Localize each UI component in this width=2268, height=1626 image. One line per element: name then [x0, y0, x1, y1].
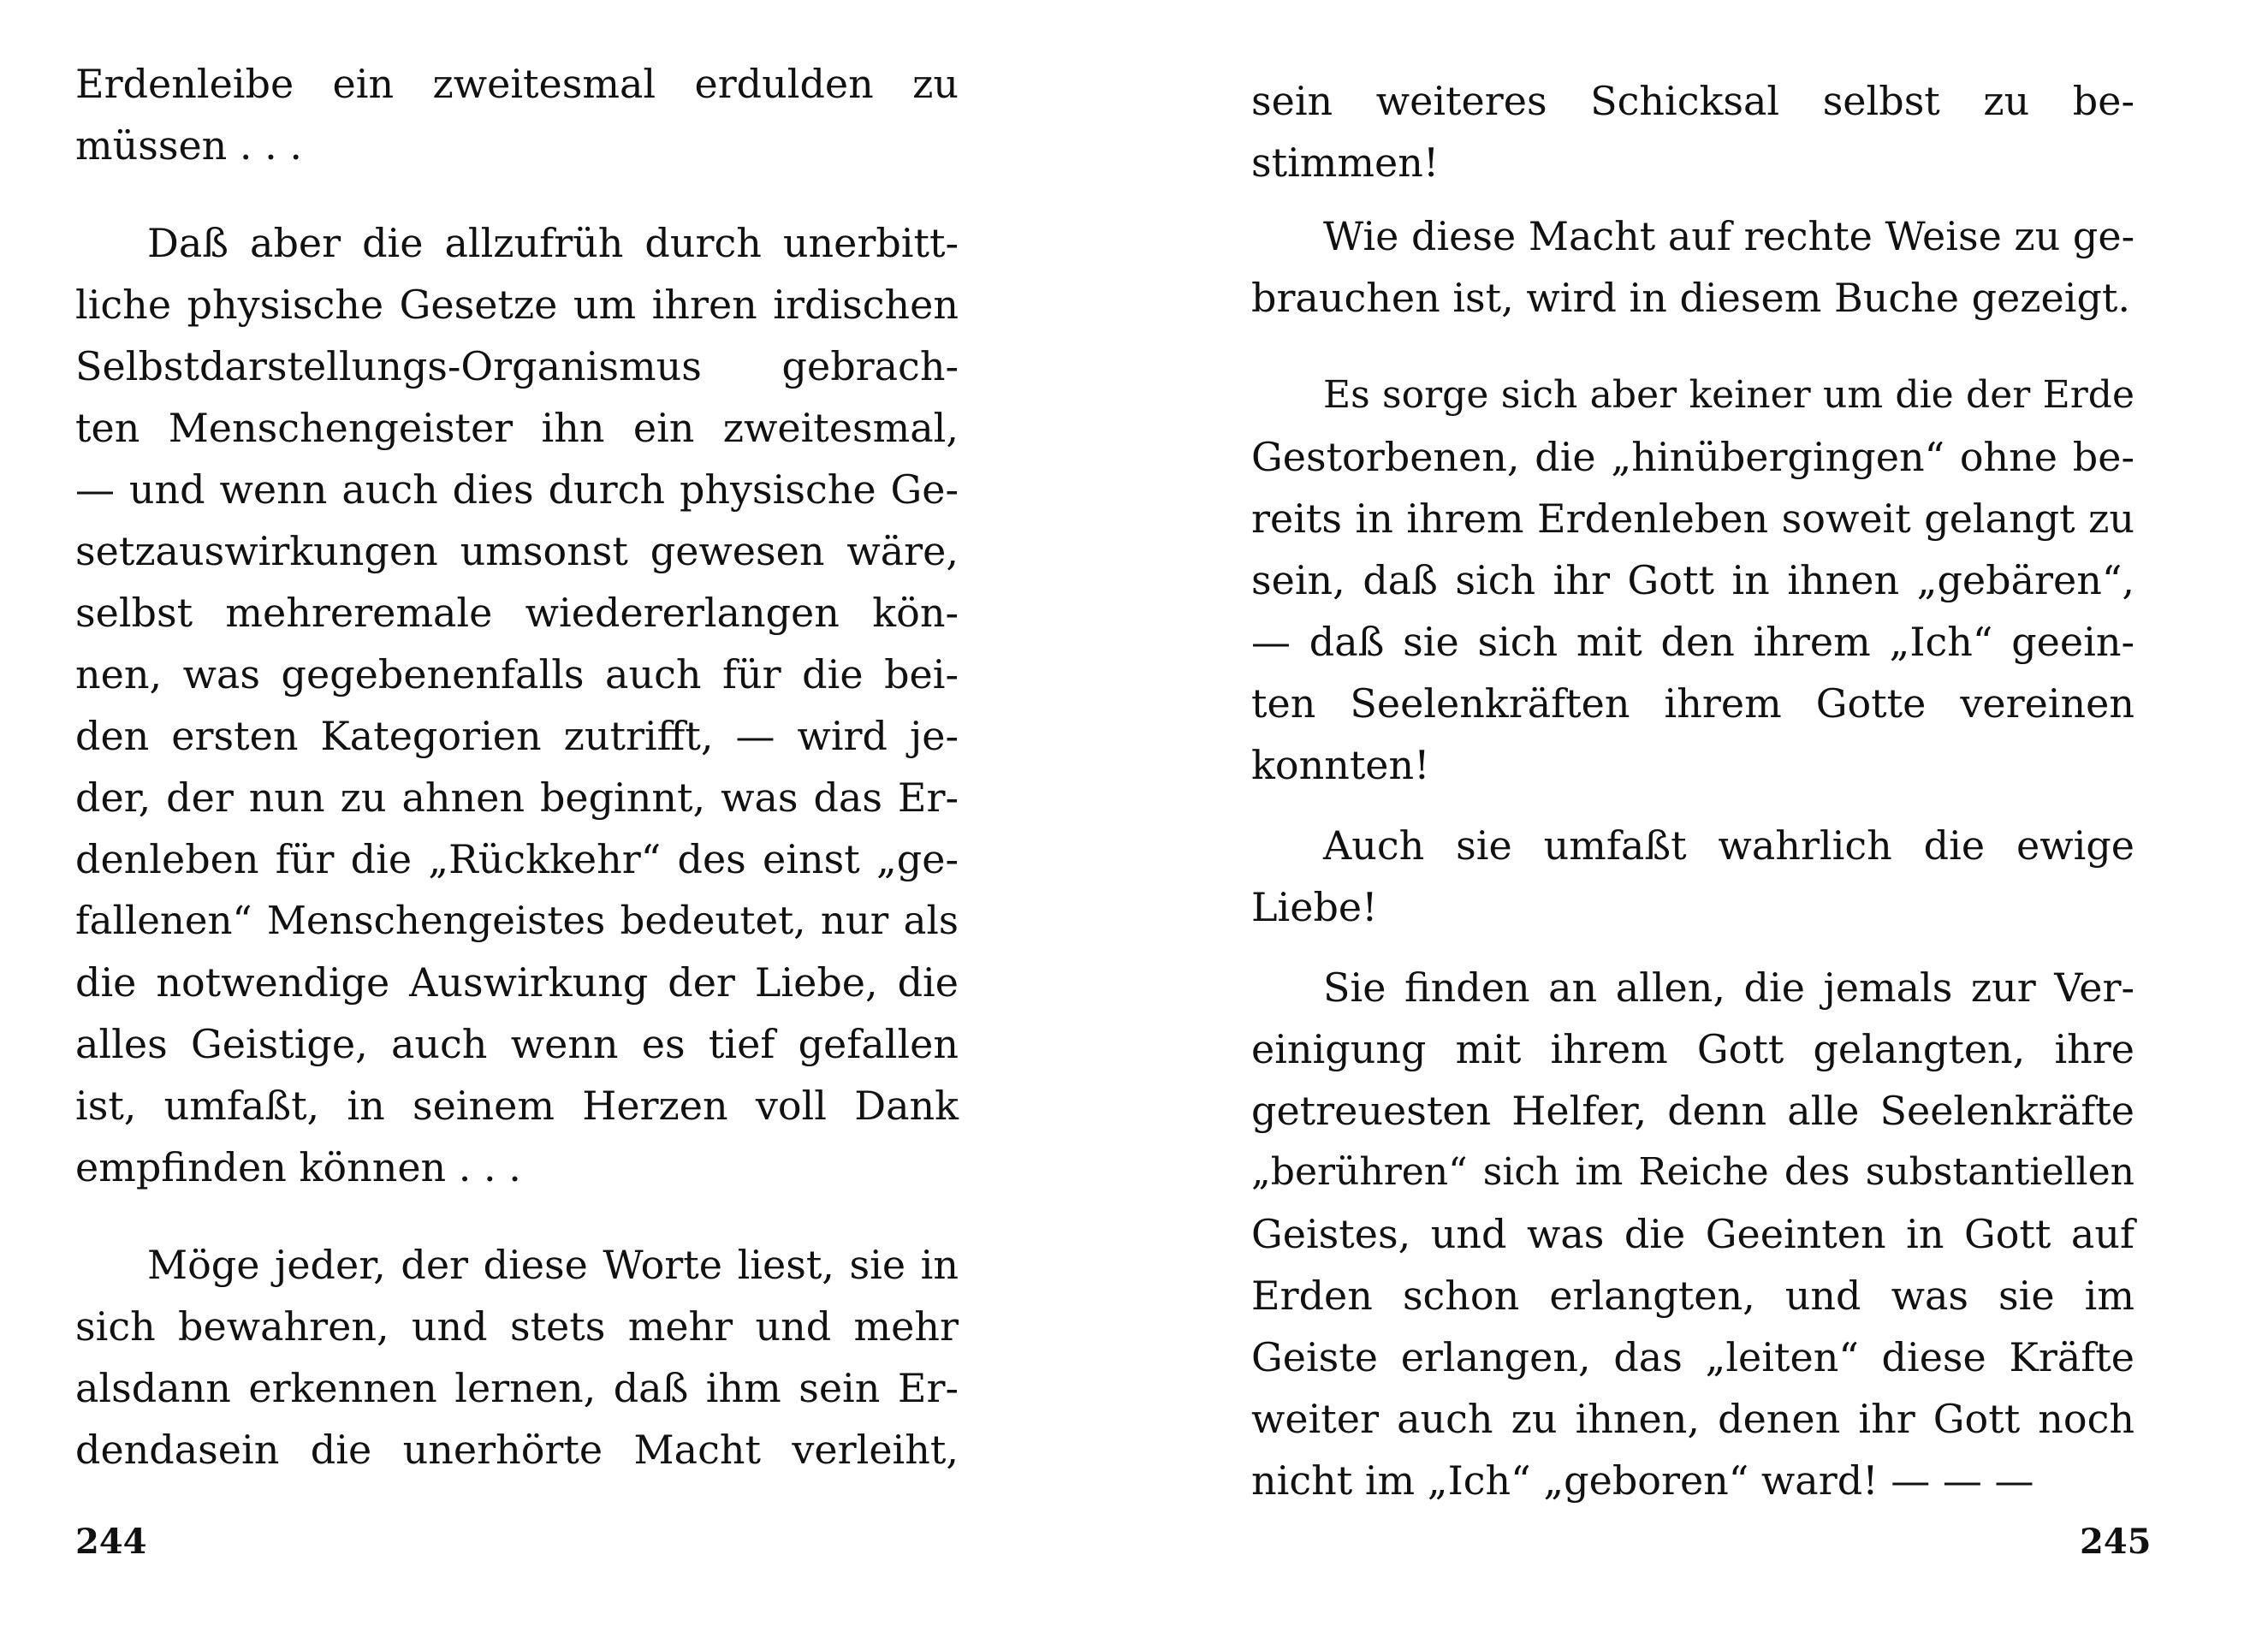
text-line: weiter auch zu ihnen, denen ihr Gott noch — [1251, 1396, 2134, 1442]
text-line: — und wenn auch dies durch physische Ge- — [75, 466, 959, 513]
text-line: Daß aber die allzufrüh durch unerbitt- — [147, 220, 959, 266]
text-line: alsdann erkennen lernen, daß ihm sein Er- — [75, 1365, 959, 1411]
page-number-right: 245 — [2080, 1522, 2152, 1562]
text-line: setzauswirkungen umsonst gewesen wäre, — [75, 528, 959, 574]
text-line: alles Geistige, auch wenn es tief gefallen — [75, 1021, 959, 1067]
text-line: Erdenleibe ein zweitesmal erdulden zu — [75, 61, 959, 107]
text-line: Es sorge sich aber keiner um die der Erde — [1323, 373, 2134, 417]
paragraph-1 — [75, 53, 959, 176]
paragraph-1 — [1251, 70, 2134, 193]
text-line: ten Menschengeister ihn ein zweitesmal, — [75, 405, 959, 451]
text-line: fallenen“ Menschengeistes bedeutet, nur als — [75, 898, 959, 943]
page-number-left: 244 — [75, 1522, 147, 1562]
text-line: getreuesten Helfer, denn alle Seelenkräfte — [1251, 1088, 2134, 1134]
text-line: brauchen ist, wird in diesem Buche gezeigt. — [1251, 275, 2131, 321]
text-line: Erden schon erlangten, und was sie im — [1251, 1273, 2134, 1319]
text-line: Sie finden an allen, die jemals zur Ver- — [1323, 964, 2134, 1011]
paragraph-2 — [75, 212, 959, 1198]
text-line: nicht im „Ich“ „geboren“ ward! — — — — [1251, 1457, 2034, 1504]
text-line: der, der nun zu ahnen beginnt, was das Er- — [75, 774, 959, 821]
text-line: denleben für die „Rückkehr“ des einst „ge- — [75, 836, 959, 882]
left-page — [75, 53, 959, 1481]
paragraph-4 — [1251, 815, 2134, 938]
text-line: ist, umfaßt, in seinem Herzen voll Dank — [75, 1083, 959, 1129]
paragraph-3 — [75, 1234, 959, 1481]
text-line: Liebe! — [1251, 884, 1378, 930]
text-line: Geiste erlangen, das „leiten“ diese Kräfte — [1251, 1334, 2134, 1380]
text-line: sein, daß sich ihr Gott in ihnen „gebären“, — [1251, 557, 2134, 603]
right-page — [1251, 70, 2134, 1511]
text-line: Gestorbenen, die „hinübergingen“ ohne be- — [1251, 434, 2134, 480]
text-line: ten Seelenkräften ihrem Gotte vereinen — [1251, 680, 2134, 727]
paragraph-3 — [1251, 365, 2134, 796]
text-line: einigung mit ihrem Gott gelangten, ihre — [1251, 1026, 2134, 1072]
text-line: den ersten Kategorien zutrifft, — wird je- — [75, 713, 959, 759]
text-line: Selbstdarstellungs-Organismus gebrach- — [75, 343, 959, 389]
text-line: nen, was gegebenenfalls auch für die bei- — [75, 651, 959, 697]
paragraph-5 — [1251, 957, 2134, 1511]
text-line: — daß sie sich mit den ihrem „Ich“ geein- — [1251, 619, 2134, 665]
text-line: müssen . . . — [75, 122, 303, 169]
text-line: liche physische Gesetze um ihren irdischen — [75, 282, 959, 328]
text-line: sein weiteres Schicksal selbst zu be- — [1251, 78, 2134, 124]
text-line: Möge jeder, der diese Worte liest, sie in — [147, 1242, 959, 1288]
text-line: Geistes, und was die Geeinten in Gott auf — [1251, 1211, 2134, 1257]
text-line: Wie diese Macht auf rechte Weise zu ge- — [1323, 213, 2135, 259]
text-line: konnten! — [1251, 742, 1430, 788]
text-line: empfinden können . . . — [75, 1144, 521, 1190]
text-line: selbst mehreremale wiedererlangen kön- — [75, 590, 959, 636]
text-line: reits in ihrem Erdenleben soweit gelangt zu — [1251, 496, 2134, 542]
text-line: die notwendige Auswirkung der Liebe, die — [75, 959, 959, 1006]
text-line: Auch sie umfaßt wahrlich die ewige — [1323, 822, 2134, 869]
text-line: stimmen! — [1251, 139, 1440, 186]
text-line: dendasein die unerhörte Macht verleiht, — [75, 1427, 959, 1473]
paragraph-2 — [1251, 205, 2134, 329]
text-line: sich bewahren, und stets mehr und mehr — [75, 1303, 959, 1350]
text-line: „berühren“ sich im Reiche des substantiellen — [1251, 1150, 2134, 1194]
